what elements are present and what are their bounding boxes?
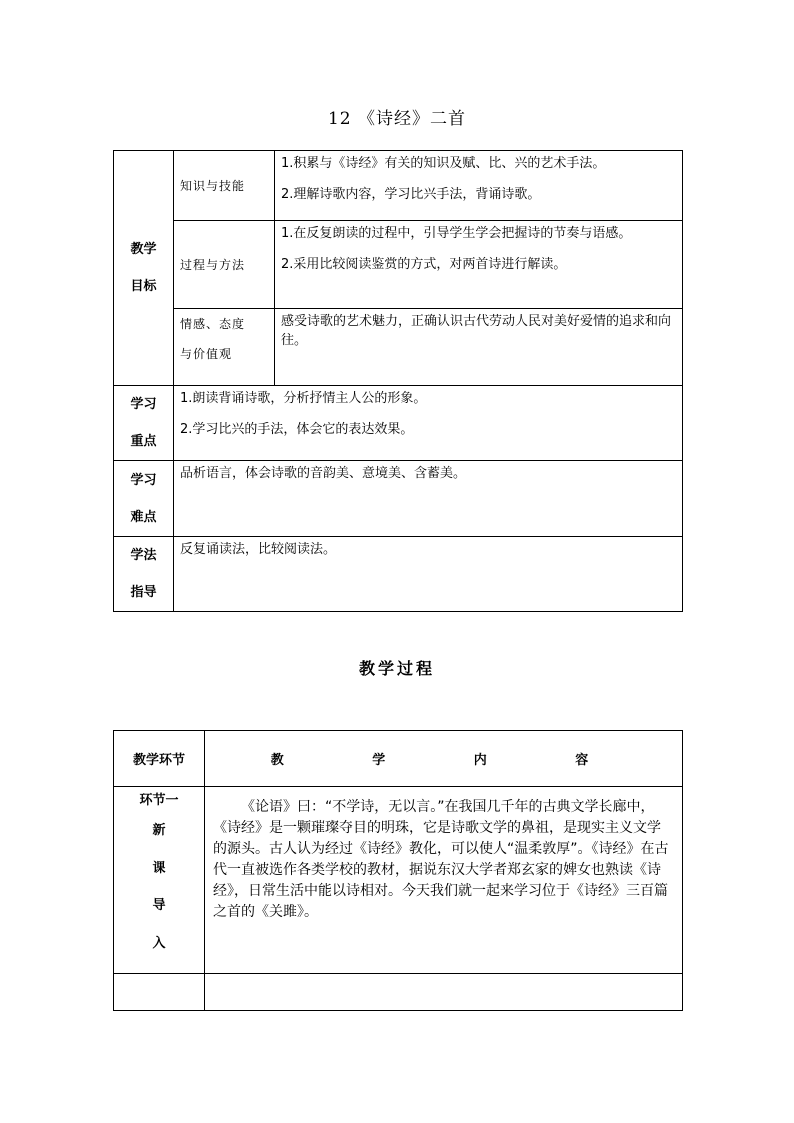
key-point-item-1: 1.朗读背诵诗歌，分析抒情主人公的形象。 [180, 391, 427, 406]
process-content [275, 221, 683, 309]
difficulties-content: 品析语言，体会诗歌的音韵美、意境美、含蓄美。 [174, 461, 683, 537]
empty-cell-1 [114, 974, 205, 1011]
emotion-label-line1: 情感、态度 [180, 317, 246, 331]
page-title: 12 《诗经》二首 [327, 109, 467, 129]
step1-char-1: 新 [152, 823, 166, 838]
key-points-label-line2: 重点 [130, 434, 157, 449]
method-content: 反复诵读法，比较阅读法。 [174, 537, 683, 612]
process-item-2: 2.采用比较阅读鉴赏的方式，对两首诗进行解读。 [281, 257, 567, 272]
objectives-label-line2: 目标 [130, 279, 157, 294]
emotion-label-line2: 与价值观 [180, 347, 233, 361]
process-item-1: 1.在反复朗读的过程中，引导学生学会把握诗的节奏与语感。 [281, 226, 632, 241]
knowledge-item-2: 2.理解诗歌内容，学习比兴手法，背诵诗歌。 [281, 187, 541, 202]
objectives-label [114, 151, 174, 386]
method-label [114, 537, 174, 612]
step1-char-2: 课 [152, 860, 166, 876]
knowledge-label: 知识与技能 [174, 151, 275, 221]
key-points-content [174, 386, 683, 461]
objectives-table [113, 150, 683, 612]
step1-char-4: 入 [152, 935, 166, 951]
key-points-label-line1: 学习 [130, 397, 157, 412]
process-header-content: 教 学 内 容 [205, 731, 683, 787]
objectives-label-line1: 教学 [130, 242, 157, 257]
method-label-line2: 指导 [130, 585, 157, 600]
difficulties-label-line2: 难点 [130, 509, 157, 525]
empty-cell-2 [205, 974, 683, 1011]
process-table [113, 730, 683, 1011]
step1-char-3: 导 [152, 898, 166, 913]
emotion-label [174, 309, 275, 386]
step1-title: 环节一 [139, 793, 179, 808]
knowledge-content [275, 151, 683, 221]
step1-content: 《论语》曰：“不学诗，无以言。”在我国几千年的古典文学长廊中，《诗经》是一颗璀璨夺目的明珠，它是诗歌文学的鼻祖，是现实主义文学的源头。古人认为经过《诗经》教化，可以使人“温柔敦厚”。《诗经》在古代一直被选作各类学校的教材，据说东汉大学者郑玄家的婢女也熟读《诗经》，日常生活中能以诗相对。今天我们就一起来学习位于《诗经》三百篇之首的《关雎》。 [205, 787, 683, 974]
method-label-line1: 学法 [130, 548, 157, 563]
difficulties-label [114, 461, 174, 537]
key-points-label [114, 386, 174, 461]
knowledge-item-1: 1.积累与《诗经》有关的知识及赋、比、兴的艺术手法。 [281, 156, 606, 171]
difficulties-label-line1: 学习 [130, 472, 157, 488]
process-header-step: 教学环节 [114, 731, 205, 787]
emotion-content: 感受诗歌的艺术魅力，正确认识古代劳动人民对美好爱情的追求和向往。 [275, 309, 683, 386]
process-label: 过程与方法 [174, 221, 275, 309]
key-point-item-2: 2.学习比兴的手法，体会它的表达效果。 [180, 422, 414, 437]
process-section-title: 教学过程 [358, 659, 435, 678]
step1-label [114, 787, 205, 974]
